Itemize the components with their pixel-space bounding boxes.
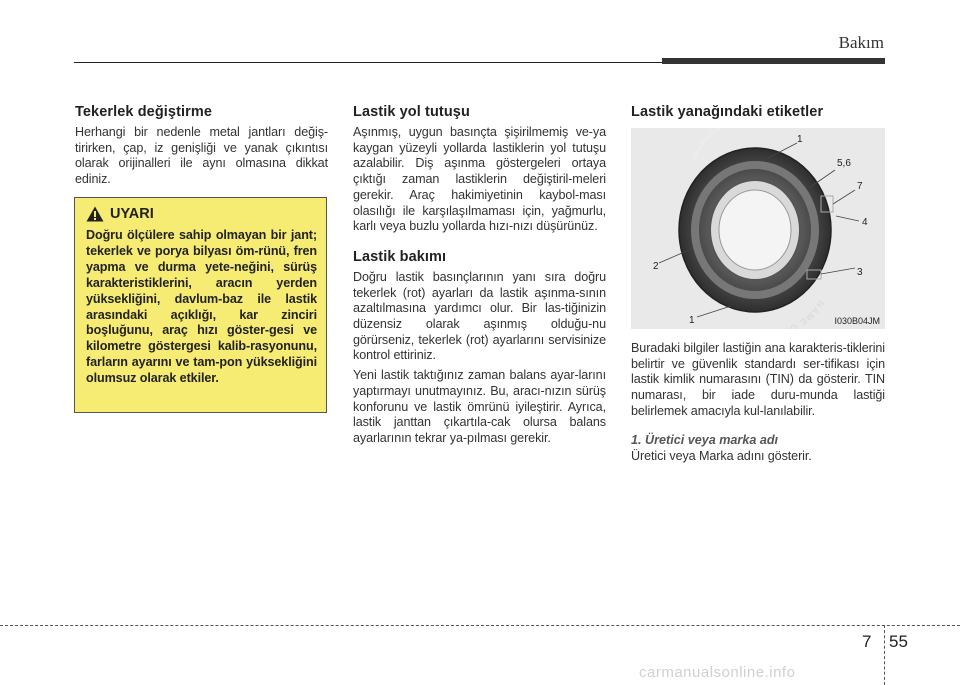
chapter-number: 7 bbox=[862, 632, 872, 651]
figure-code: I030B04JM bbox=[834, 316, 880, 326]
paragraph-manufacturer-name: Üretici veya Marka adını gösterir. bbox=[631, 448, 812, 463]
rim-inner bbox=[719, 190, 791, 270]
paragraph-tire-maintenance-2: Yeni lastik taktığınız zaman balans ayar-larını yaptırmayı unutmayınız. Bu, aracı-nızın sürüş konforunu ve lastik ömrünü iyileştirir. Ayrıca, lastik janttan çıkartıla-cak olursa balans ayarlarının tekrar ya-pılması gerekir. bbox=[353, 368, 606, 445]
subheading-manufacturer-name: 1. Üretici veya marka adı bbox=[631, 432, 779, 447]
tire-illustration bbox=[631, 128, 885, 329]
column-3-text bbox=[631, 341, 885, 464]
heading-tire-maintenance: Lastik bakımı bbox=[353, 248, 447, 265]
callout-2: 2 bbox=[653, 261, 659, 272]
paragraph-tire-maintenance-1: Doğru lastik basınçlarının yanı sıra doğru tekerlek (rot) ayarları da lastik aşınma-sının azaltılmasına yardımcı olur. Bir las-tiğinizin düzensiz olarak aşınmış olduğu-nu görürseniz, tekerlek (rot) ayarlarını servisinize kontrol ettiriniz. bbox=[353, 269, 606, 363]
column-3 bbox=[631, 104, 885, 125]
header-bar bbox=[662, 58, 885, 64]
warning-triangle-icon bbox=[86, 206, 104, 222]
column-2 bbox=[353, 104, 606, 447]
column-1 bbox=[75, 104, 328, 188]
tire-sidewall-figure bbox=[631, 128, 885, 329]
warning-box bbox=[74, 197, 327, 413]
tire-text-bottom: NAME O bbox=[787, 298, 827, 329]
warning-title: UYARI bbox=[110, 206, 154, 222]
heading-wheel-replacement: Tekerlek değiştirme bbox=[75, 104, 213, 120]
heading-tire-traction: Lastik yol tutuşu bbox=[353, 104, 470, 120]
paragraph-tire-traction: Aşınmış, uygun basınçta şişirilmemiş ve-ya kaygan yüzeyli yollarda lastiklerin yol tutuşu azalabilir. Diş aşınma göstergeleri ortaya çıktığı zaman lastiklerin değiştiril-meleri gerekir. Araç hakimiyetinin kaybol-ması olasılığı ile karşılaşılmaması için, yağmurlu, karlı veya buzlu yollarda hızı-nızı düşürünüz. bbox=[353, 125, 606, 234]
callout-5-6: 5,6 bbox=[837, 158, 851, 169]
header-rule bbox=[74, 62, 662, 63]
callout-3: 3 bbox=[857, 267, 863, 278]
footer-dashed-rule bbox=[0, 625, 960, 626]
warning-text: Doğru ölçülere sahip olmayan bir jant; tekerlek ve porya bilyası öm-rünü, fren yapma ve durma yete-neğini, sürüş karakteristiklerini, aracın yerden yüksekliğini, davlum-baz ile lastik arasındaki açıklığı, kar zinciri boşluğunu, araç hızı göster-gesi ve kilometre göstergesi kalib-rasyonunu, farların ayarını ve tam-pon yüksekliğini olumsuz olarak etkiler. bbox=[86, 228, 317, 386]
callout-7: 7 bbox=[857, 181, 863, 192]
heading-sidewall-labels: Lastik yanağındaki etiketler bbox=[631, 104, 824, 120]
watermark: carmanualsonline.info bbox=[639, 664, 796, 681]
warning-header bbox=[86, 206, 317, 222]
paragraph-wheel-replacement: Herhangi bir nedenle metal jantları değiş-tirirken, çap, iz genişliği ve yanak çıkıntısı olarak orijinalleri ile aynı olmasına dikkat ediniz. bbox=[75, 125, 328, 187]
page-header-title: Bakım bbox=[838, 33, 884, 52]
footer-dashed-divider bbox=[884, 625, 885, 685]
tire-text-top: MANUFACTUR bbox=[691, 128, 724, 161]
paragraph-sidewall-labels: Buradaki bilgiler lastiğin ana karakteris-tiklerini belirtir ve güvenlik standardı ser-tifikası için lastik kimlik numarasını (TIN) da gösterir. TIN numarası, bir iade duru-munda lastiği belirlemek amacıyla kul-lanılabilir. bbox=[631, 341, 885, 418]
callout-1-bottom: 1 bbox=[689, 315, 695, 326]
callout-4: 4 bbox=[862, 217, 868, 228]
callout-1-top: 1 bbox=[797, 134, 803, 145]
page-number: 55 bbox=[889, 632, 908, 651]
